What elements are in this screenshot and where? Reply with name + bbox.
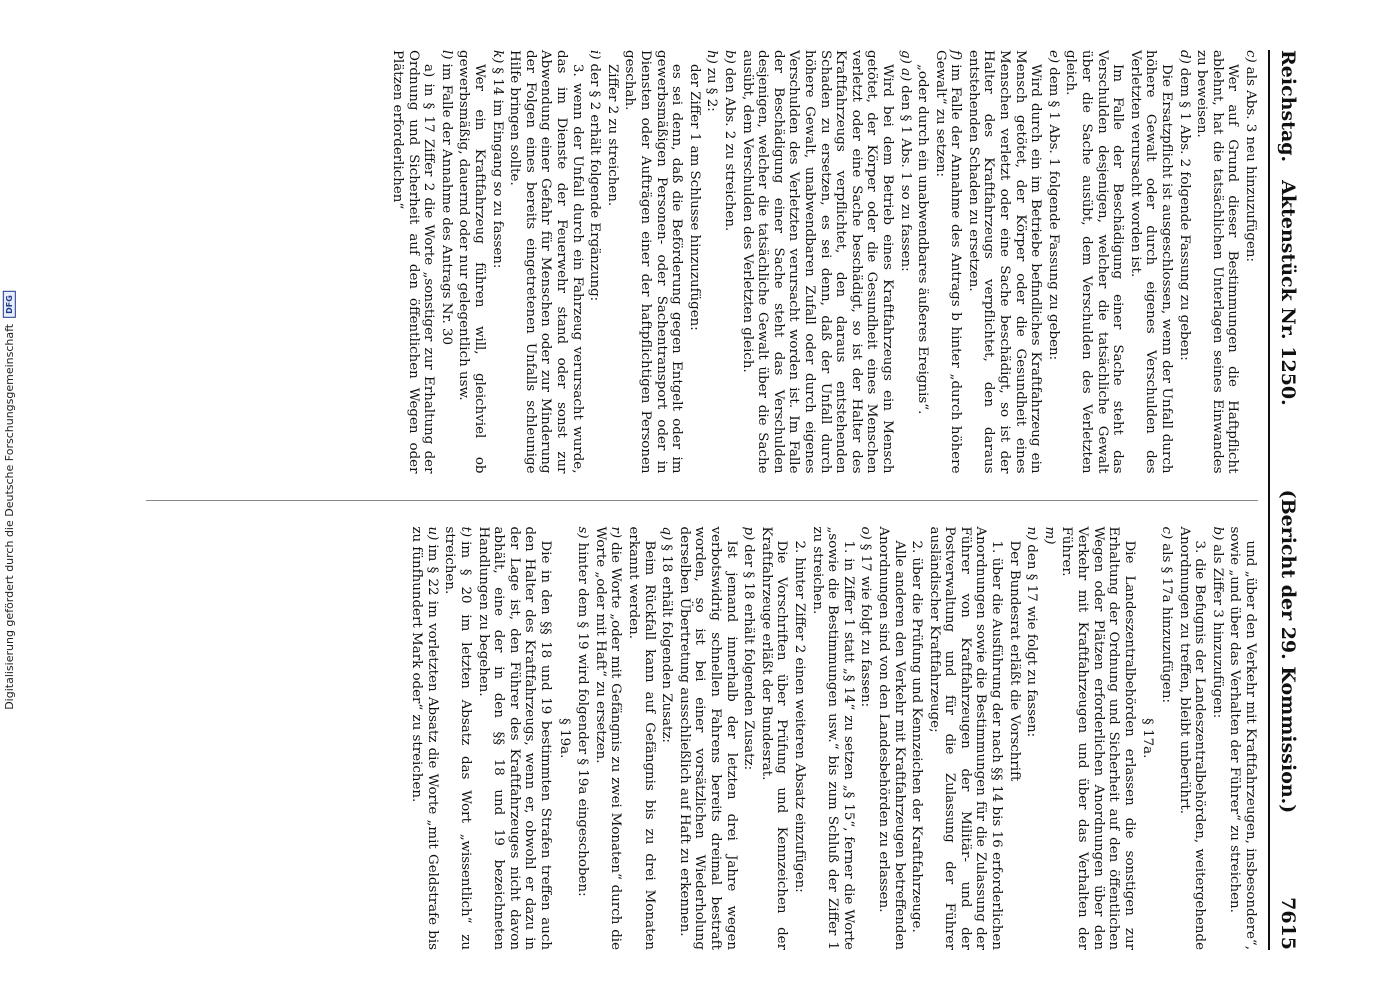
paragraph: Ziffer 2 zu streichen.	[604, 64, 620, 207]
column-divider	[146, 500, 1258, 501]
dfg-logo: DFG	[3, 291, 16, 318]
item-text: § 14 im Eingang so zu fassen:	[489, 67, 505, 269]
item-text: § 17 wie folgt zu fassen:	[858, 543, 874, 708]
amendment-item	[1176, 50, 1192, 474]
left-column	[146, 50, 1258, 474]
amendment-item	[1209, 527, 1225, 951]
item-text: zu § 2:	[704, 67, 720, 112]
item-text: im § 20 im letzten Absatz das Wort „wissentlich“ zu streichen.	[442, 526, 474, 950]
item-text: § 18 erhält folgenden Zusatz:	[659, 544, 675, 743]
amendment-item	[659, 527, 675, 951]
item-label: f)	[948, 50, 964, 61]
paragraph: Beim Rückfall kann auf Gefängnis bis zu drei Monaten erkannt werden.	[626, 526, 657, 950]
amendment-item	[587, 50, 603, 474]
paragraph: Alle anderen den Verkehr mit Kraftfahrzeugen betreffenden Anordnungen sind von den Landesbehörden zu erlassen.	[875, 526, 907, 950]
amendment-item	[932, 50, 963, 474]
item-text: im Falle der Annahme des Antrags b hinter „durch höhere Gewalt“ zu setzen:	[932, 50, 964, 474]
paragraph: und „über den Verkehr mit Kraftfahrzeugen, insbesondere“, sowie „und über das Verhalten der Führer“ zu streichen.	[1227, 526, 1258, 950]
paragraph: Wer ein Kraftfahrzeug führen will, gleichviel ob gewerbsmäßig, dauernd oder nur gelegentlich usw.	[456, 50, 488, 474]
item-label: i)	[587, 50, 603, 60]
amendment-item	[704, 50, 720, 474]
item-label: h)	[704, 50, 720, 64]
item-text: die Worte „oder mit Gefängnis zu zwei Monaten“ durch die Worte „oder mit Haft“ zu ersetzen.	[592, 526, 624, 950]
amendment-item	[438, 50, 454, 474]
item-text: den § 17 wie folgt zu fassen:	[1024, 544, 1040, 738]
paragraph: 3. die Befugnis der Landeszentralbehörden, weitergehende Anordnungen zu treffen, bleibt unberührt.	[1176, 526, 1208, 950]
paragraph: Der Bundesrat erläßt die Vorschrift	[1006, 540, 1022, 782]
item-label: t)	[458, 526, 474, 538]
amendment-item	[1041, 527, 1057, 951]
item-text: dem § 1 Abs. 1 folgende Fassung zu geben:	[1045, 67, 1061, 361]
paragraph: „oder durch ein unabwendbares äußeres Ereignis“.	[915, 64, 931, 415]
item-label: k)	[489, 50, 505, 64]
item-text: als Ziffer 3 hinzuzufügen:	[1209, 544, 1225, 719]
page-header	[1268, 50, 1306, 950]
item-label: c)	[1159, 526, 1175, 540]
item-text: der § 18 erhält folgenden Zusatz:	[741, 544, 757, 771]
amendment-item	[409, 527, 440, 951]
item-text: im Falle der Annahme des Antrags Nr. 30	[438, 63, 454, 346]
header-aktenstueck: Aktenstück Nr. 1250.	[1277, 180, 1299, 406]
item-text: der § 2 erhält folgende Ergänzung:	[587, 63, 603, 302]
digitization-text: Digitalisierung gefördert durch die Deutsche Forschungsgemeinschaft	[2, 323, 16, 710]
amendment-item	[1158, 527, 1174, 951]
paragraph: 2. hinter Ziffer 2 einen weiteren Absatz einzufügen:	[791, 540, 807, 893]
item-text: den Abs. 2 zu streichen.	[722, 67, 737, 232]
item-label: s)	[575, 526, 591, 539]
paragraph: Im Falle der Beschädigung einer Sache steht das Verschulden desjenigen, welcher die tatsächliche Gewalt über die Sache ausübt, dem Verschulden des Verletzten gleich.	[1063, 50, 1126, 474]
paragraph: 3. wenn der Unfall durch ein Fahrzeug verursacht wurde, das im Dienste der Feuerwehr stand oder sonst zur Abwendung einer Gefahr für Menschen oder zur Minderung der Folgen eines bereits eingetretenen Unfalls schleunige Hilfe bringen sollte.	[507, 50, 585, 474]
paragraph: Die Landeszentralbehörden erlassen die sonstigen zur Erhaltung der Ordnung und Sicherheit auf den öffentlichen Wegen oder Plätzen erforderlichen Anordnungen über den Verkehr mit Kraftfahrzeugen und über das Verhalten der Führer.	[1059, 526, 1137, 950]
amendment-item	[741, 527, 757, 951]
item-label: n)	[1024, 526, 1040, 541]
section-heading: § 17a.	[1140, 718, 1156, 759]
section-heading: § 19a.	[556, 718, 572, 759]
item-label: g) a)	[897, 50, 913, 82]
amendment-item	[897, 50, 913, 474]
item-text: als § 17a hinzuzufügen:	[1159, 543, 1175, 703]
page-number: 7615	[1277, 897, 1299, 950]
item-text: dem § 1 Abs. 2 folgende Fassung zu geben:	[1176, 67, 1192, 361]
paragraph: der Ziffer 1 am Schlusse hinzuzufügen:	[686, 64, 702, 331]
header-reichstag: Reichstag.	[1277, 50, 1299, 163]
paragraph: Die Ersatzpflicht ist ausgeschlossen, wenn der Unfall durch höhere Gewalt oder durch eigenes Verschulden des Verletzten verursacht worden ist.	[1127, 50, 1175, 474]
header-report: (Bericht der 29. Kommission.)	[1277, 489, 1299, 814]
paragraph: Die Vorschriften über Prüfung und Kennzeichen der Kraftfahrzeuge erläßt der Bundesrat.	[758, 526, 790, 950]
amendment-item	[442, 527, 473, 951]
right-column	[146, 527, 1258, 951]
item-label: u)	[424, 526, 440, 541]
amendment-item	[575, 527, 591, 951]
item-label: q)	[659, 526, 675, 541]
amendment-item	[1045, 50, 1061, 474]
amendment-item	[1242, 50, 1258, 474]
paragraph: Wer auf Grund dieser Bestimmungen die Haftpflicht ablehnt, hat die tatsächlichen Unterlagen seines Einwandes zu beweisen.	[1194, 50, 1241, 474]
digitization-note	[0, 0, 18, 1000]
item-label: l)	[438, 50, 454, 60]
item-label: m)	[1041, 526, 1057, 545]
document-page	[136, 30, 1306, 970]
item-label: c)	[1243, 50, 1258, 63]
item-text: als Abs. 3 neu hinzuzufügen:	[1243, 66, 1258, 263]
paragraph: a) in § 17 Ziffer 2 die Worte „sonstiger zur Erhaltung der Ordnung und Sicherheit auf den öffentlichen Wegen oder Plätzen erforderlichen“	[390, 50, 437, 474]
item-label: b)	[1209, 526, 1225, 541]
amendment-item	[1024, 527, 1040, 951]
item-text: den § 1 Abs. 1 so zu fassen:	[897, 85, 913, 272]
text-columns	[146, 50, 1258, 950]
item-label: b)	[722, 50, 737, 64]
paragraph: Wird durch ein im Betriebe befindliches Kraftfahrzeug ein Mensch getötet, der Körper oder die Gesundheit eines Menschen verletzt oder eine Sache beschädigt, so ist der Halter des Kraftfahrzeugs verpflichtet, den daraus entstehenden Schaden zu ersetzen.	[965, 50, 1044, 474]
paragraph: Ist jemand innerhalb der letzten drei Jahre wegen verbotswidrig schnellen Fahrens bereits dreimal bestraft worden, so ist bei einer vorsätzlichen Wiederholung derselben Übertretung ausschließlich auf Haft zu erkennen.	[676, 526, 739, 950]
amendment-item	[858, 527, 874, 951]
item-label: r)	[608, 526, 624, 539]
paragraph: 2. über die Prüfung und Kennzeichen der Kraftfahrzeuge.	[909, 540, 925, 933]
paragraph: Die in den §§ 18 und 19 bestimmten Strafen treffen auch den Halter des Kraftfahrzeugs, wenn er, obwohl er dazu in der Lage ist, den Führer des Kraftfahrzeuges nicht davon abhält, eine der in den §§ 18 und 19 bezeichneten Handlungen zu begehen.	[475, 526, 554, 950]
item-label: e)	[1045, 50, 1061, 64]
amendment-item	[592, 527, 623, 951]
amendment-item	[721, 50, 737, 474]
item-label: d)	[1176, 50, 1192, 64]
item-label: o)	[858, 526, 874, 540]
paragraph: 1. über die Ausführung der nach §§ 14 bis 16 erforderlichen Anordnungen sowie die Bestimmungen für die Zulassung der Führer von Kraftfahrzeugen der Militär- und der Postverwaltung und für die Zulassung der Führer ausländischer Kraftfahrzeuge;	[926, 526, 1005, 950]
paragraph: Wird bei dem Betrieb eines Kraftfahrzeugs ein Mensch getötet, der Körper oder die Gesundheit eines Menschen verletzt oder eine Sache beschädigt, so ist der Halter des Kraftfahrzeugs verpflichtet, den daraus entstehenden Schaden zu ersetzen, es sei denn, daß der Unfall durch höhere Gewalt, unabwendbaren Zufall oder durch eigenes Verschulden des Verletzten verursacht worden ist. Im Falle der Beschädigung einer Sache steht das Verschulden desjenigen, welcher die tatsächliche Gewalt über die Sache ausübt, dem Verschulden des Verletzten gleich.	[739, 50, 895, 474]
item-text: im § 22 im vorletzten Absatz die Worte „mit Geldstrafe bis zu fünfhundert Mark oder“ zu streichen.	[409, 526, 440, 950]
amendment-item	[489, 50, 505, 474]
paragraph: 1. in Ziffer 1 statt „§ 14“ zu setzen „§ 15“, ferner die Worte „sowie die Bestimmungen usw.“ bis zum Schluß der Ziffer 1 zu streichen.	[809, 526, 856, 950]
paragraph: es sei denn, daß die Beförderung gegen Entgelt oder im gewerbsmäßigen Personen- oder Sachentransport oder in Diensten oder Aufträgen einer der haftpflichtigen Personen geschah.	[622, 50, 685, 474]
item-label: p)	[741, 526, 757, 541]
item-text: hinter dem § 19 wird folgender § 19a eingeschoben:	[575, 542, 591, 897]
